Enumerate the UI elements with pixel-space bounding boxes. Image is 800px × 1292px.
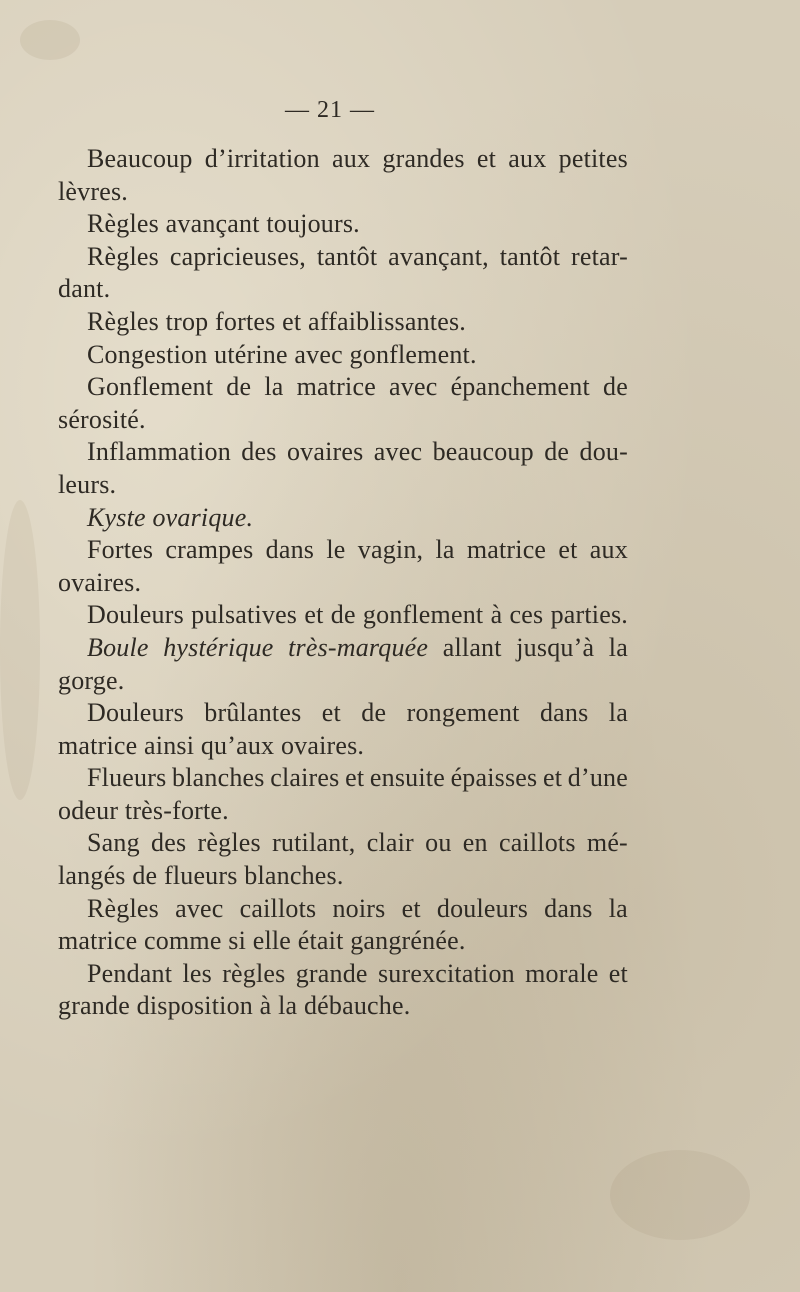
word: aux — [332, 144, 371, 173]
word: d’une — [567, 763, 628, 793]
word: de — [361, 698, 387, 728]
text-line — [58, 404, 628, 437]
word: aux — [589, 535, 628, 565]
text-segment: lèvres. — [58, 176, 128, 206]
word: capricieuses, — [169, 241, 306, 271]
word: en — [462, 828, 488, 858]
text-segment: langés de flueurs blanches. — [58, 861, 344, 891]
word: les — [182, 958, 212, 988]
text-line — [58, 697, 628, 730]
text-line — [58, 893, 628, 926]
word: allant — [442, 632, 502, 662]
word: la — [435, 535, 455, 565]
word: vagin, — [357, 535, 424, 565]
word: la — [608, 893, 628, 923]
word: hystérique — [163, 632, 274, 662]
word: jusqu’à — [516, 632, 595, 662]
word: parties. — [550, 600, 628, 630]
word: retar- — [571, 241, 628, 271]
italic-text: Kyste ovarique. — [87, 502, 254, 532]
text-segment: ovaires. — [58, 567, 142, 597]
word: caillots — [498, 828, 576, 858]
text-line — [58, 860, 628, 893]
word: et — [401, 893, 421, 923]
word: la — [608, 632, 628, 662]
word: rutilant, — [272, 828, 356, 858]
word: et — [558, 535, 578, 565]
word: la — [608, 698, 628, 728]
word: crampes — [165, 535, 254, 565]
word: la — [264, 372, 284, 402]
word: tantôt — [316, 241, 378, 271]
word: grande — [295, 958, 368, 988]
word: des — [241, 437, 277, 467]
text-line — [58, 208, 628, 241]
word: et — [476, 144, 497, 173]
text-segment: matrice ainsi qu’aux ovaires. — [58, 730, 365, 760]
body-text — [58, 143, 628, 1023]
word: petites — [558, 144, 628, 173]
word: rongement — [406, 698, 520, 728]
word: ces — [509, 600, 544, 630]
word: aux — [508, 144, 547, 173]
word: Fortes — [87, 535, 154, 565]
text-line — [58, 762, 628, 795]
word: le — [326, 535, 346, 565]
word: Douleurs — [87, 600, 184, 630]
word: ou — [425, 828, 452, 858]
word: Beaucoup — [87, 144, 193, 173]
text-line — [58, 827, 628, 860]
text-line — [58, 339, 628, 372]
word: douleurs — [436, 893, 529, 923]
word: Pendant — [87, 958, 173, 988]
text-line — [58, 273, 628, 306]
word: brûlantes — [204, 698, 302, 728]
word: épaisses — [450, 763, 538, 793]
word: dou- — [579, 437, 628, 467]
word: noirs — [332, 893, 386, 923]
text-line — [58, 371, 628, 404]
word: ovaires — [286, 437, 364, 467]
word: de — [544, 437, 570, 467]
text-line — [58, 534, 628, 567]
text-line — [58, 241, 628, 274]
text-line — [58, 730, 628, 763]
text-line — [58, 502, 628, 535]
text-line — [58, 795, 628, 828]
word: blanches — [172, 763, 265, 793]
page-number: — 21 — — [285, 97, 375, 123]
word: très-marquée — [288, 632, 429, 662]
word: de — [330, 600, 356, 630]
word: d’irritation — [204, 144, 320, 173]
word: tantôt — [499, 241, 561, 271]
text-line — [58, 665, 628, 698]
word: de — [226, 372, 252, 402]
word: gonflement — [362, 600, 484, 630]
word: Règles — [87, 241, 159, 271]
word: et — [321, 698, 341, 728]
word: Douleurs — [87, 698, 184, 728]
text-segment: sérosité. — [58, 404, 146, 434]
text-segment: matrice comme si elle était gangrénée. — [58, 926, 466, 956]
word: caillots — [239, 893, 317, 923]
word: et — [543, 763, 563, 793]
text-line — [58, 567, 628, 600]
word: matrice — [296, 372, 376, 402]
word: Flueurs — [87, 763, 167, 793]
text-segment: dant. — [58, 274, 111, 304]
text-line — [58, 958, 628, 991]
word: avec — [175, 893, 224, 923]
text-segment: leurs. — [58, 469, 117, 499]
word: dans — [265, 535, 315, 565]
word: règles — [222, 958, 286, 988]
text-segment: Règles avançant toujours. — [87, 209, 360, 239]
word: Boule — [87, 632, 149, 662]
word: morale — [525, 958, 599, 988]
word: à — [490, 600, 503, 630]
word: Gonflement — [87, 372, 214, 402]
paper-stain — [0, 500, 40, 800]
text-line — [58, 306, 628, 339]
word: grandes — [382, 144, 465, 173]
paper-stain — [610, 1150, 750, 1240]
text-line — [58, 176, 628, 209]
word: et — [304, 600, 324, 630]
word: et — [345, 763, 365, 793]
text-line — [58, 632, 628, 665]
text-segment: odeur très-forte. — [58, 795, 229, 825]
text-segment: gorge. — [58, 665, 125, 695]
word: Règles — [87, 893, 159, 923]
text-line — [58, 436, 628, 469]
word: épanchement — [450, 372, 590, 402]
word: mé- — [586, 828, 628, 858]
word: dans — [544, 893, 593, 923]
word: règles — [197, 828, 261, 858]
word: avec — [373, 437, 423, 467]
word: de — [603, 372, 628, 402]
text-segment: Congestion utérine avec gonflement. — [87, 339, 477, 369]
word: ensuite — [369, 763, 445, 793]
paper-stain — [20, 20, 80, 60]
word: et — [608, 958, 628, 988]
text-segment: grande disposition à la débauche. — [58, 991, 411, 1021]
text-segment: Règles trop fortes et affaiblissantes. — [87, 306, 466, 336]
text-line — [58, 143, 628, 176]
text-line — [58, 599, 628, 632]
word: pulsatives — [191, 600, 298, 630]
word: avec — [389, 372, 438, 402]
word: Inflammation — [87, 437, 231, 467]
text-line — [58, 925, 628, 958]
word: clair — [366, 828, 414, 858]
text-line — [58, 990, 628, 1023]
word: Sang — [87, 828, 140, 858]
word: claires — [270, 763, 340, 793]
word: avançant, — [388, 241, 489, 271]
word: surexcitation — [377, 958, 515, 988]
word: beaucoup — [432, 437, 534, 467]
word: des — [151, 828, 187, 858]
text-line — [58, 469, 628, 502]
word: matrice — [466, 535, 547, 565]
word: dans — [539, 698, 589, 728]
